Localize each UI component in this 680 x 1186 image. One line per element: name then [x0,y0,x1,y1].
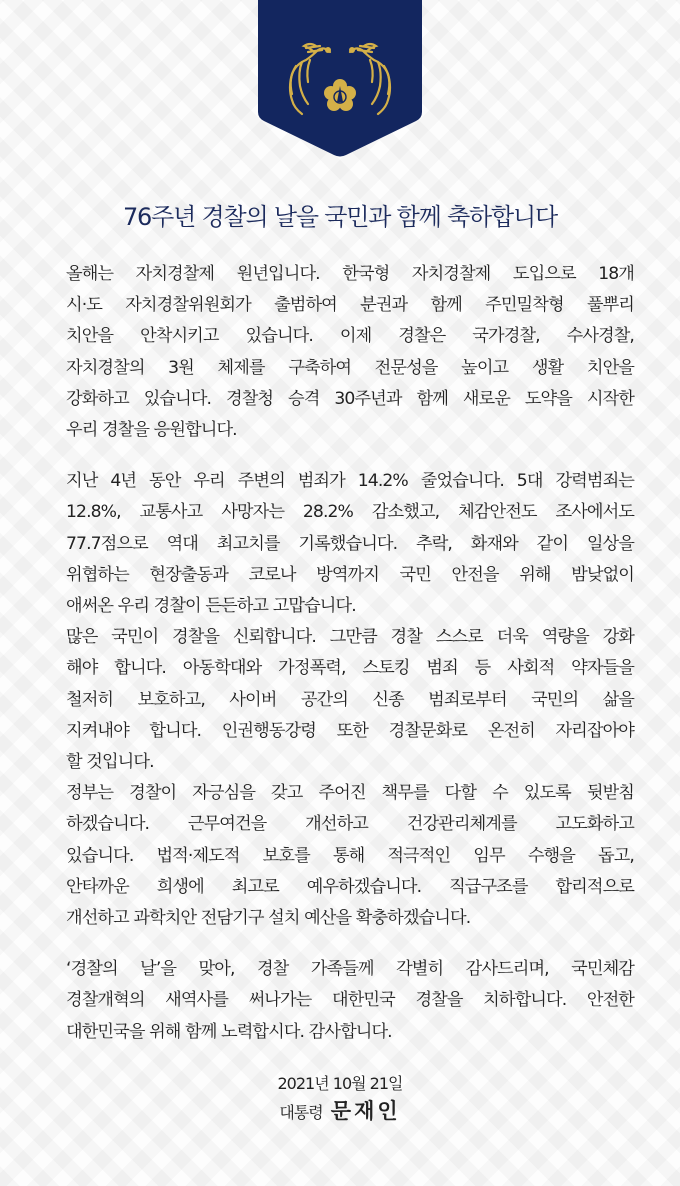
text-line: 철저히 보호하고, 사이버 공간의 신종 범죄로부터 국민의 삶을 [66,689,634,710]
text-line: 지난 4년 동안 우리 주변의 범죄가 14.2% 줄었습니다. 5대 강력범죄는 [66,471,634,492]
text-line: 하겠습니다. 근무여건을 개선하고 건강관리체계를 고도화하고 [66,814,634,835]
paragraph-3 [66,622,634,778]
text-line: 12.8%, 교통사고 사망자는 28.2% 감소했고, 체감안전도 조사에서도 [66,502,634,523]
text-line: 안타까운 희생에 최고로 예우하겠습니다. 직급구조를 합리적으로 [66,876,634,897]
text-line: 대한민국을 위해 함께 노력합시다. 감사합니다. [66,1021,392,1042]
text-line: 있습니다. 법적·제도적 보호를 통해 적극적인 임무 수행을 돕고, [66,845,634,866]
paragraph-2 [66,466,634,622]
signature-role: 대통령 [279,1103,323,1122]
text-line: 정부는 경찰이 자긍심을 갖고 주어진 책무를 다할 수 있도록 뒷받침 [66,783,634,804]
text-line: 지켜내야 합니다. 인권행동강령 또한 경찰문화로 온전히 자리잡아야 [66,720,634,741]
paragraph-5 [66,954,634,1048]
paragraph-4 [66,778,634,934]
presidential-banner [258,0,422,158]
text-line: 우리 경찰을 응원합니다. [66,420,237,441]
phoenix-emblem-icon [258,0,422,158]
text-line: 개선하고 과학치안 전담기구 설치 예산을 확충하겠습니다. [66,908,471,929]
text-line: 할 것입니다. [66,752,154,773]
text-line: 시·도 자치경찰위원회가 출범하여 분권과 함께 주민밀착형 풀뿌리 [66,295,634,316]
text-line: 많은 국민이 경찰을 신뢰합니다. 그만큼 경찰 스스로 더욱 역량을 강화 [66,627,634,648]
letter-body [66,259,634,1048]
signature-name-row [0,1098,680,1126]
page-title: 76주년 경찰의 날을 국민과 함께 축하합니다 [122,203,557,231]
text-line: 자치경찰의 3원 체제를 구축하여 전문성을 높이고 생활 치안을 [66,357,634,378]
signature-block [0,1072,680,1126]
text-line: 77.7점으로 역대 최고치를 기록했습니다. 추락, 화재와 같이 일상을 [66,533,634,554]
text-line: 위협하는 현장출동과 코로나 방역까지 국민 안전을 위해 밤낮없이 [66,564,634,585]
text-line: 올해는 자치경찰제 원년입니다. 한국형 자치경찰제 도입으로 18개 [66,264,634,284]
signature-date: 2021년 10월 21일 [277,1074,403,1093]
paragraph-1 [66,259,634,446]
text-line: 치안을 안착시키고 있습니다. 이제 경찰은 국가경찰, 수사경찰, [66,326,634,347]
signature-name: 문재인 [330,1098,401,1123]
text-line: 경찰개혁의 새역사를 써나가는 대한민국 경찰을 치하합니다. 안전한 [66,990,634,1011]
text-line: 강화하고 있습니다. 경찰청 승격 30주년과 함께 새로운 도약을 시작한 [66,388,634,409]
text-line: ‘경찰의 날’을 맞아, 경찰 가족들께 각별히 감사드리며, 국민체감 [66,959,634,980]
text-line: 애써온 우리 경찰이 든든하고 고맙습니다. [66,596,356,617]
text-line: 해야 합니다. 아동학대와 가정폭력, 스토킹 범죄 등 사회적 약자들을 [66,658,634,679]
